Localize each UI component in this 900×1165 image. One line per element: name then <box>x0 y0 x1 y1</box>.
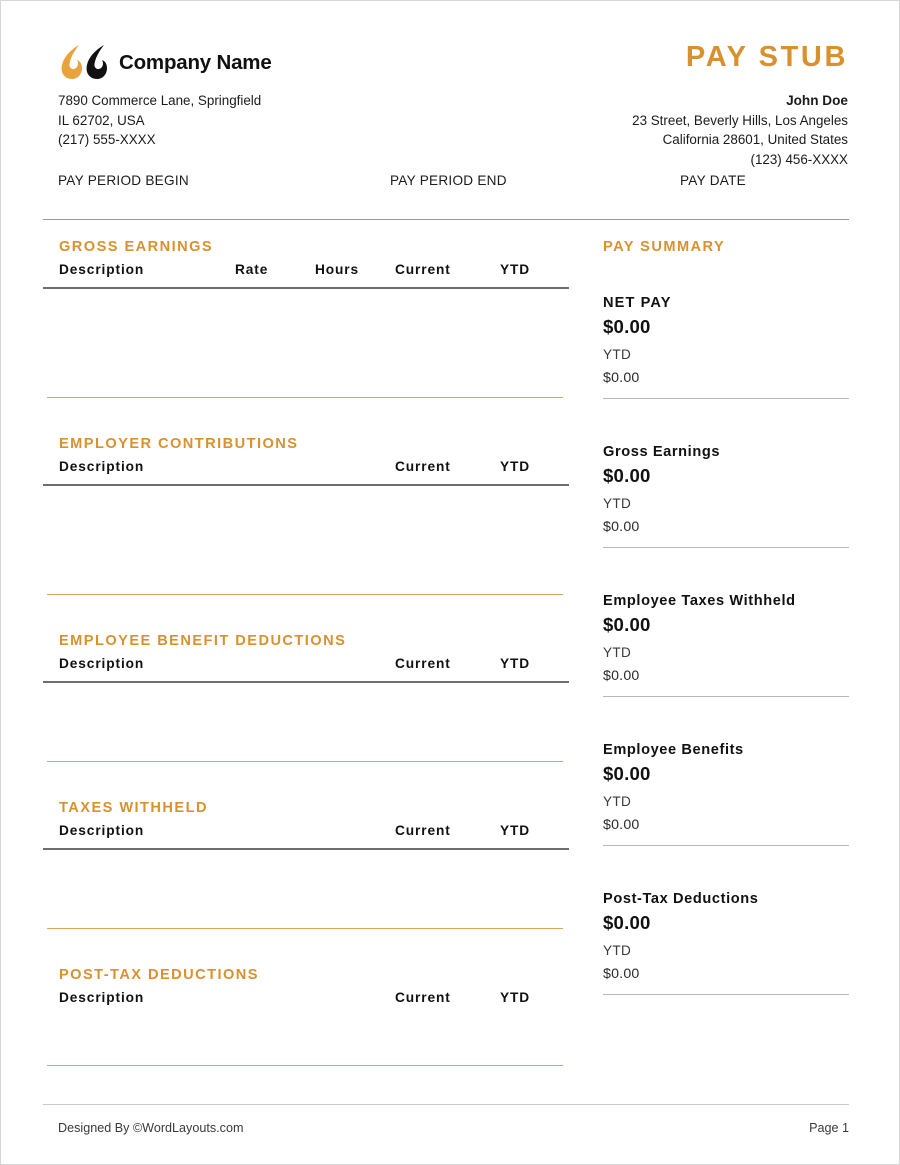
pay-summary-title: PAY SUMMARY <box>603 239 726 255</box>
summary-block <box>603 295 849 399</box>
summary-label: Employee Benefits <box>603 742 744 758</box>
section-employer-contributions <box>43 436 569 633</box>
summary-divider <box>603 994 849 995</box>
summary-amount: $0.00 <box>603 912 651 933</box>
summary-label: NET PAY <box>603 295 672 311</box>
employee-address-line2: California 28601, United States <box>662 132 848 147</box>
summary-divider <box>603 696 849 697</box>
column-header-current: Current <box>395 823 451 838</box>
flame-leaf-logo-icon <box>57 43 109 83</box>
company-phone: (217) 555-XXXX <box>58 132 156 147</box>
column-header-current: Current <box>395 459 451 474</box>
document-header <box>1 1 900 166</box>
summary-ytd-amount: $0.00 <box>603 668 640 684</box>
table-body <box>43 1015 569 1065</box>
page-number: Page 1 <box>809 1121 849 1135</box>
pay-summary-panel <box>603 239 849 995</box>
company-name: Company Name <box>119 51 272 74</box>
table-header-row <box>43 990 569 1015</box>
employee-name: John Doe <box>786 93 848 108</box>
summary-amount: $0.00 <box>603 465 651 486</box>
section-spacer <box>43 398 569 436</box>
summary-label: Post-Tax Deductions <box>603 891 759 907</box>
company-brand <box>57 43 272 83</box>
summary-amount: $0.00 <box>603 763 651 784</box>
summary-block <box>603 593 849 697</box>
column-header-current: Current <box>395 262 451 277</box>
table-header-row <box>43 459 569 486</box>
column-header-rate: Rate <box>235 262 269 277</box>
document-footer <box>43 1104 849 1139</box>
table-body <box>43 850 569 928</box>
section-title: EMPLOYER CONTRIBUTIONS <box>59 436 299 452</box>
pay-period-end-label: PAY PERIOD END <box>390 173 507 188</box>
section-spacer <box>43 595 569 633</box>
summary-block <box>603 891 849 995</box>
pay-summary-blocks <box>603 295 849 995</box>
column-header-ytd: YTD <box>500 459 531 474</box>
column-header-description: Description <box>59 990 145 1005</box>
section-post-tax-deductions <box>43 967 569 1104</box>
company-address <box>58 91 261 150</box>
summary-divider <box>603 547 849 548</box>
column-header-description: Description <box>59 823 145 838</box>
column-header-ytd: YTD <box>500 823 531 838</box>
summary-divider <box>603 845 849 846</box>
table-body <box>43 486 569 594</box>
table-header-row <box>43 262 569 289</box>
column-header-description: Description <box>59 262 145 277</box>
page-title: PAY STUB <box>685 41 848 73</box>
section-gross-earnings <box>43 239 569 436</box>
company-address-line1: 7890 Commerce Lane, Springfield <box>58 93 262 108</box>
summary-ytd-label: YTD <box>603 645 632 660</box>
summary-ytd-label: YTD <box>603 794 632 809</box>
designed-by-label: Designed By ©WordLayouts.com <box>58 1121 244 1135</box>
pay-period-begin-label: PAY PERIOD BEGIN <box>58 173 189 188</box>
section-spacer <box>43 762 569 800</box>
earnings-sections <box>43 239 569 1104</box>
column-header-description: Description <box>59 656 145 671</box>
column-header-ytd: YTD <box>500 990 531 1005</box>
header-divider <box>43 219 849 220</box>
summary-ytd-amount: $0.00 <box>603 370 640 386</box>
summary-amount: $0.00 <box>603 614 651 635</box>
section-title: EMPLOYEE BENEFIT DEDUCTIONS <box>59 633 347 649</box>
summary-block <box>603 444 849 548</box>
pay-date-label: PAY DATE <box>680 173 746 188</box>
section-title: TAXES WITHHELD <box>59 800 208 816</box>
section-spacer <box>43 929 569 967</box>
summary-ytd-amount: $0.00 <box>603 817 640 833</box>
section-title: GROSS EARNINGS <box>59 239 214 255</box>
summary-ytd-label: YTD <box>603 347 632 362</box>
column-header-hours: Hours <box>315 262 360 277</box>
summary-label: Employee Taxes Withheld <box>603 593 796 609</box>
pay-period-row <box>1 173 900 197</box>
column-header-description: Description <box>59 459 145 474</box>
company-address-line2: IL 62702, USA <box>58 112 145 128</box>
table-body <box>43 289 569 397</box>
column-header-current: Current <box>395 990 451 1005</box>
section-title: POST-TAX DEDUCTIONS <box>59 967 259 983</box>
summary-label: Gross Earnings <box>603 444 721 460</box>
column-header-current: Current <box>395 656 451 671</box>
summary-ytd-label: YTD <box>603 943 632 958</box>
summary-divider <box>603 398 849 399</box>
section-employee-benefit-deductions <box>43 633 569 800</box>
employee-info <box>632 91 848 169</box>
table-header-row <box>43 656 569 683</box>
summary-block <box>603 742 849 846</box>
table-header-row <box>43 823 569 850</box>
summary-ytd-amount: $0.00 <box>603 966 640 982</box>
column-header-ytd: YTD <box>500 656 531 671</box>
employee-phone: (123) 456-XXXX <box>750 151 848 167</box>
summary-amount: $0.00 <box>603 316 651 337</box>
summary-ytd-label: YTD <box>603 496 632 511</box>
table-body <box>43 683 569 761</box>
column-header-ytd: YTD <box>500 262 531 277</box>
summary-ytd-amount: $0.00 <box>603 519 640 535</box>
section-spacer <box>43 1066 569 1104</box>
section-taxes-withheld <box>43 800 569 967</box>
employee-address-line1: 23 Street, Beverly Hills, Los Angeles <box>632 112 848 128</box>
footer-divider <box>43 1104 849 1105</box>
